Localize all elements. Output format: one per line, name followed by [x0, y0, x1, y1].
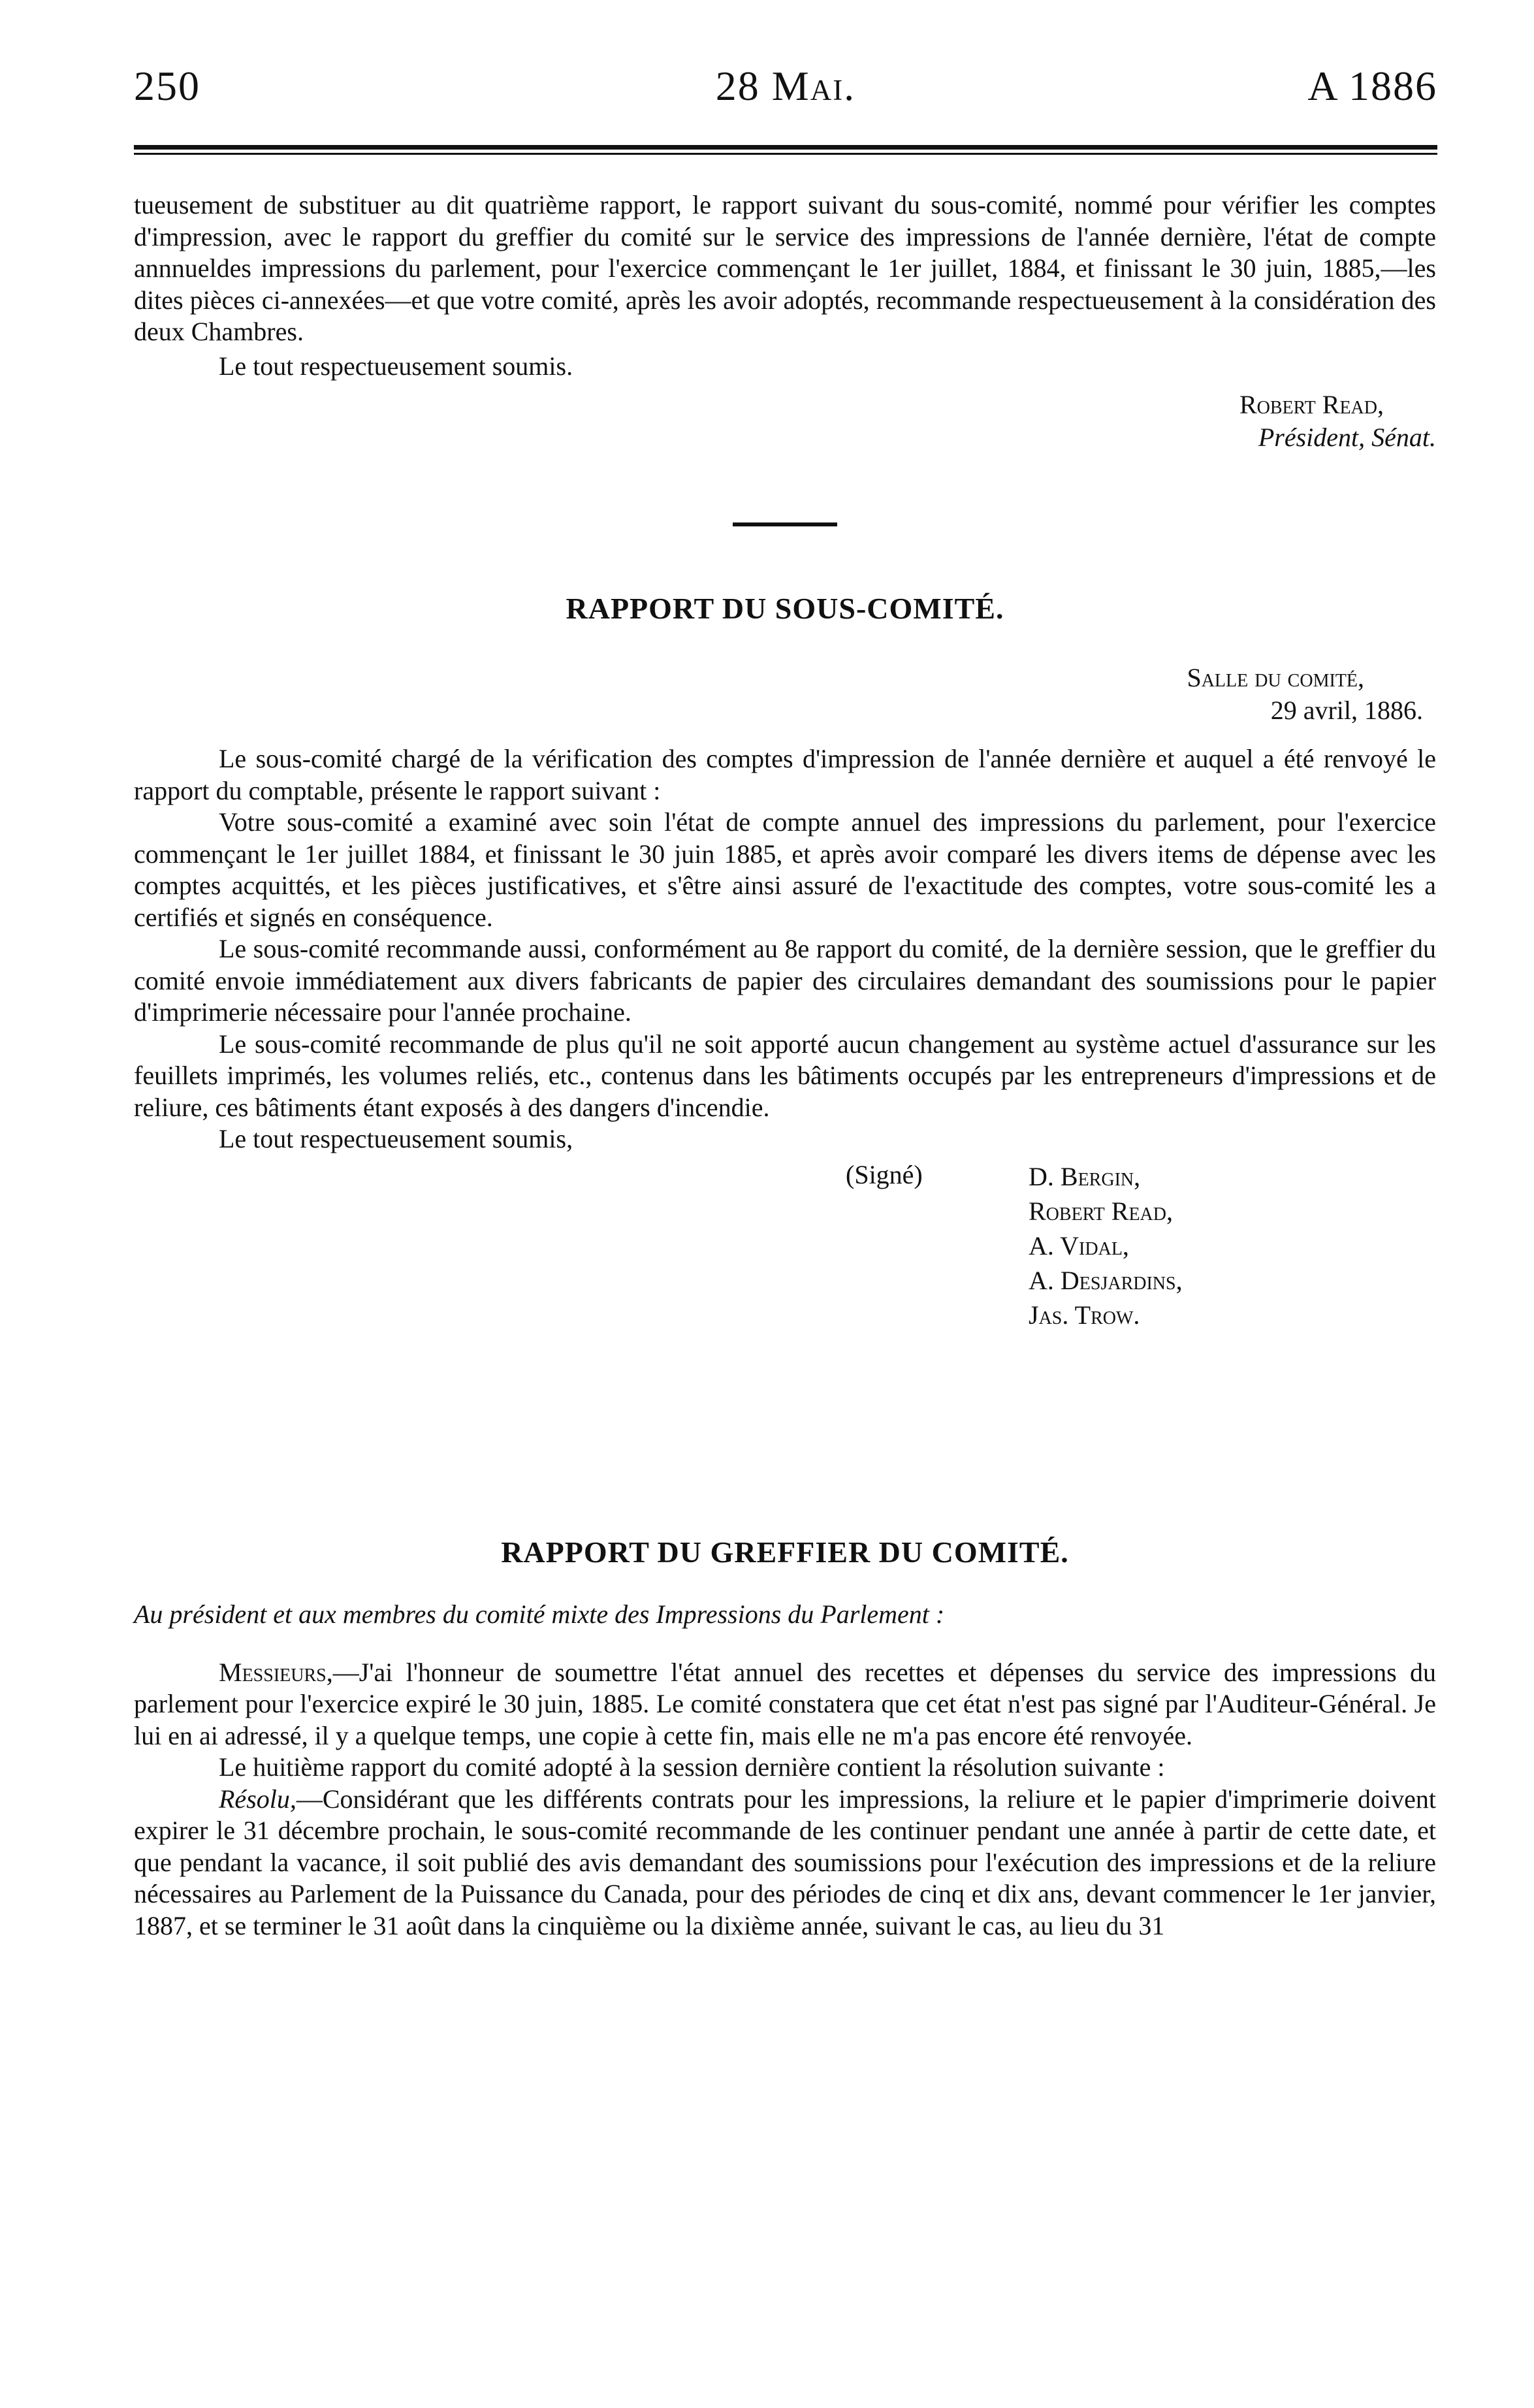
- intro-closing: Le tout respectueusement soumis.: [219, 351, 573, 381]
- intro-paragraph: tueusement de substituer au dit quatrième rapport, le rapport suivant du sous-comité, nommé pour vérifier les comptes d'impression, avec le rapport du greffier du comité sur le service des impressions de l'année dernière, l'état de compte annnueldes impressions du parlement, pour l'exercice commençant le 1er juillet, 1884, et finissant le 30 juin, 1885,—les dites pièces ci-annexées—et que votre comité, après les avoir adoptés, recommande respectueusement à la considération des deux Chambres.: [134, 190, 1436, 346]
- sous-comite-body: [134, 743, 1436, 1155]
- signatory-read: Robert Read,: [1029, 1196, 1174, 1226]
- sous-comite-closing: Le tout respectueusement soumis,: [219, 1124, 573, 1153]
- sous-comite-paragraph-1: Le sous-comité chargé de la vérification des comptes d'impression de l'année dernière et auquel a été renvoyé le rapport du comptable, présente le rapport suivant :: [134, 744, 1436, 805]
- signatory-list: [1029, 1159, 1183, 1332]
- header-rule-thick: [134, 145, 1437, 150]
- intro-section: [134, 189, 1436, 454]
- greffier-paragraph-3: Résolu,—Considérant que les différents contrats pour les impressions, la reliure et le papier d'imprimerie doivent expirer le 31 décembre prochain, le sous-comité recommande de les continuer pendant une année à partir de cette date, et que pendant la vacance, il soit publié des avis demandant des soumissions pour l'exécution des impressions et de la reliure nécessaires au Parlement de la Puissance du Canada, pour des périodes de cinq et dix ans, devant commencer le 1er janvier, 1887, et se terminer le 31 août dans la cinquième ou la dixième année, suivant le cas, au lieu du 31: [134, 1784, 1436, 1940]
- intro-signer-title: Président, Sénat.: [1258, 423, 1436, 452]
- sous-comite-place: Salle du comité,: [1187, 663, 1364, 692]
- greffier-address: Au président et aux membres du comité mixte des Impressions du Parlement :: [134, 1599, 945, 1629]
- signature-block: [134, 1159, 1436, 1355]
- page-number: 250: [134, 63, 200, 109]
- sous-comite-title: RAPPORT DU SOUS-COMITÉ.: [566, 592, 1004, 625]
- greffier-section: [134, 1535, 1436, 1942]
- greffier-paragraph-1: Messieurs,—J'ai l'honneur de soumettre l'état annuel des recettes et dépenses du service des impressions du parlement pour l'exercice expiré le 30 juin, 1885. Le comité constatera que cet état n'est pas signé par l'Auditeur-Général. Je lui en ai adressé, il y a quelque temps, une copie à cette fin, mais elle ne m'a pas encore été renvoyée.: [134, 1657, 1436, 1750]
- sous-comite-date: 29 avril, 1886.: [1270, 696, 1423, 725]
- greffier-title: RAPPORT DU GREFFIER DU COMITÉ.: [501, 1535, 1069, 1569]
- signatory-vidal: A. Vidal,: [1029, 1230, 1129, 1260]
- sous-comite-section: [134, 591, 1436, 1355]
- greffier-paragraph-2: Le huitième rapport du comité adopté à la session dernière contient la résolution suivante :: [219, 1752, 1165, 1782]
- divider-1: [134, 522, 1436, 526]
- sous-comite-paragraph-4: Le sous-comité recommande de plus qu'il ne soit apporté aucun changement au système actuel d'assurance sur les feuillets imprimés, les volumes reliés, etc., contenus dans les bâtiments occupés par les entrepreneurs d'impressions et de reliure, ces bâtiments étant exposés à des dangers d'incendie.: [134, 1029, 1436, 1122]
- sous-comite-paragraph-2: Votre sous-comité a examiné avec soin l'état de compte annuel des impressions du parlement, pour l'exercice commençant le 1er juillet 1884, et finissant le 30 juin 1885, et après avoir comparé les divers items de dépense avec les comptes acquittés, et les pièces justificatives, et s'être ainsi assuré de l'exactitude des comptes, votre sous-comité les a certifiés et signés en conséquence.: [134, 807, 1436, 932]
- header-rule-thin: [134, 153, 1437, 155]
- page-header: [134, 62, 1437, 121]
- signatory-bergin: D. Bergin,: [1029, 1161, 1141, 1191]
- signatory-trow: Jas. Trow.: [1029, 1300, 1140, 1330]
- header-year: A 1886: [1307, 63, 1437, 109]
- sous-comite-paragraph-3: Le sous-comité recommande aussi, conformément au 8e rapport du comité, de la dernière session, que le greffier du comité envoie immédiatement aux divers fabricants de papier des circulaires demandant des soumissions pour le papier d'imprimerie nécessaire pour l'année prochaine.: [134, 934, 1436, 1027]
- intro-signer-name: Robert Read,: [1239, 390, 1384, 419]
- signe-label: (Signé): [846, 1159, 923, 1189]
- header-date: 28 Mai.: [715, 63, 856, 109]
- signatory-desjardins: A. Desjardins,: [1029, 1265, 1183, 1295]
